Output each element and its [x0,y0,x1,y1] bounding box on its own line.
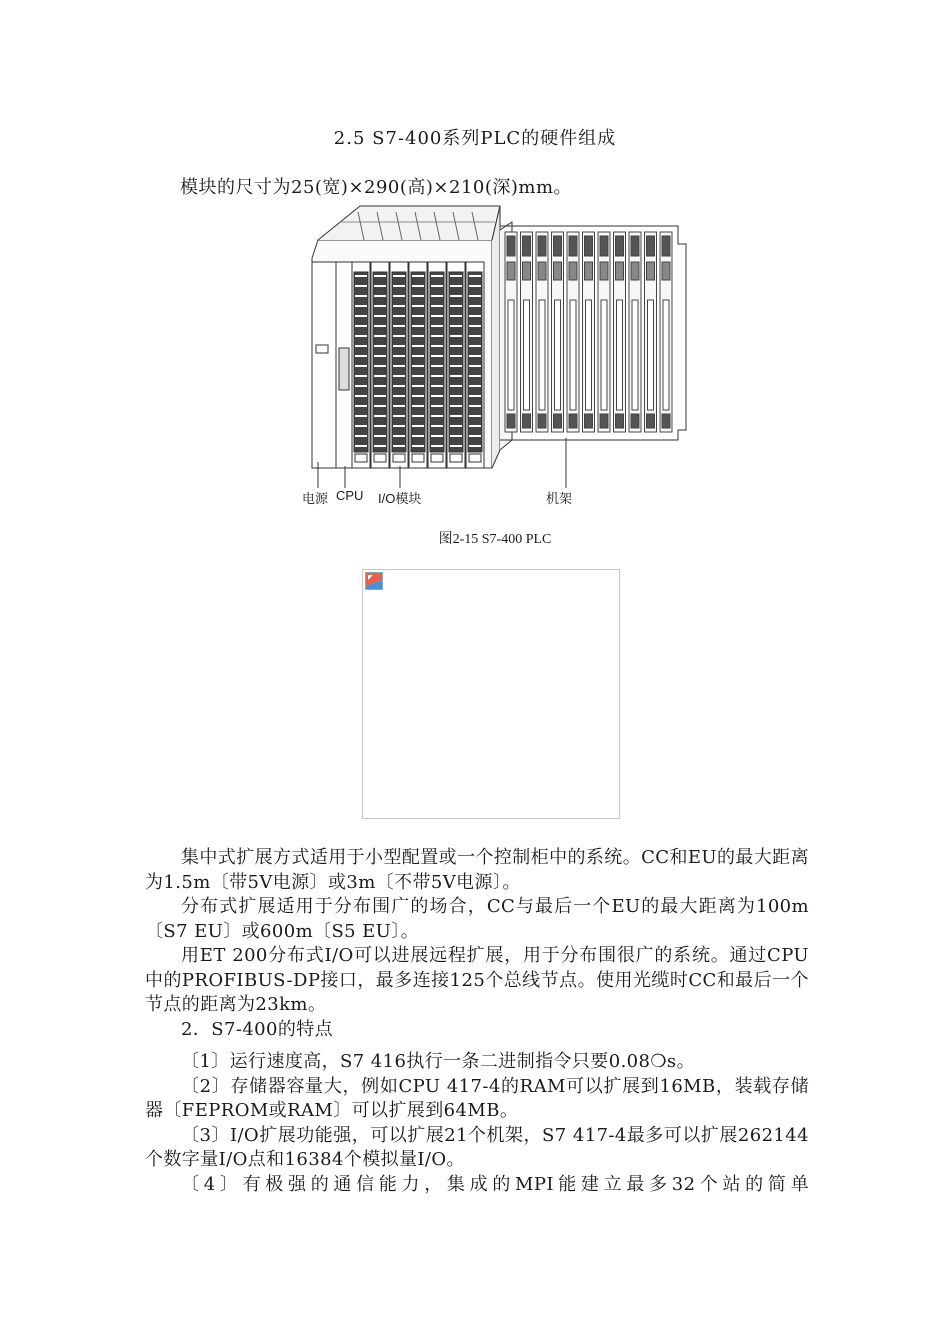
subheading-features: 2．S7-400的特点 [181,1018,334,1040]
intro-line: 模块的尺寸为25(宽)×290(高)×210(深)mm。 [180,177,573,198]
figure-label-power: 电源 [302,491,329,506]
feature-item-2: 〔2〕存储器容量大，例如CPU 417-4的RAM可以扩展到16MB，装载存储器〔FEPROM或RAM〕可以扩展到64MB。 [145,1075,809,1121]
feature-item-3: 〔3〕I/O扩展功能强，可以扩展21个机架，S7 417-4最多可以扩展262144个数字量I/O点和16384个模拟量I/O。 [145,1124,809,1170]
feature-item-1: 〔1〕运行速度高，S7 416执行一条二进制指令只要0.08❍s。 [181,1051,695,1072]
feature-item-4: 〔4〕有极强的通信能力，集成的MPI能建立最多32个站的简单 [181,1173,809,1195]
figure-caption: 图2-15 S7-400 PLC [438,532,552,547]
broken-image-placeholder [362,569,620,819]
paragraph-centralized-expansion: 集中式扩展方式适用于小型配置或一个控制柜中的系统。CC和EU的最大距离为1.5m〔带5V电源〕或3m〔不带5V电源〕。 [145,847,809,893]
figure-label-rack: 机架 [546,491,573,506]
plc-figure [0,0,950,520]
body-text [145,846,809,1197]
paragraph-distributed-expansion: 分布式扩展适用于分布围广的场合，CC与最后一个EU的最大距离为100m〔S7 EU〕或600m〔S5 EU〕。 [145,896,809,942]
figure-label-io: I/O模块 [378,491,422,506]
paragraph-et200: 用ET 200分布式I/O可以进展远程扩展，用于分布围很广的系统。通过CPU中的PROFIBUS-DP接口，最多连接125个总线节点。使用光缆时CC和最后一个节点的距离为23km。 [145,945,809,1015]
section-heading: 2.5 S7-400系列PLC的硬件组成 [333,128,617,149]
broken-image-icon [365,572,383,590]
figure-label-cpu: CPU [336,488,364,503]
